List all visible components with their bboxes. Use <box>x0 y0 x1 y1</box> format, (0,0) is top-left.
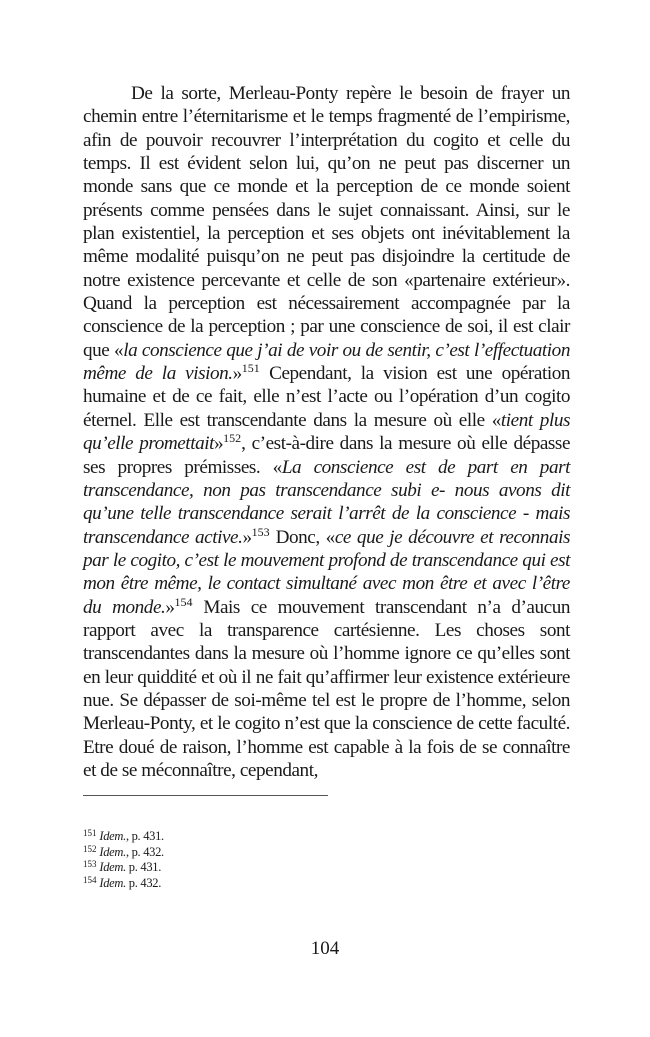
text-run: De la sorte, Merleau-Ponty repère le besoin de frayer un chemin entre l’éternitarisme et le temps fragmenté de l’empirisme, afin de pouvoir recouvrer l’interprétation du cogito et celle du temps. Il est évident selon lui, qu’on ne peut pas discerner un monde sans que ce monde et la perception de ce monde soient présents comme pensées dans le sujet connaissant. Ainsi, sur le plan existentiel, la perception et ses objets ont inévitablement la même modalité puisqu’on ne peut pas disjoindre la certitude de notre existence percevante et celle de son «partenaire extérieur». Quand la perception est nécessairement accompagnée par la conscience de la perception ; par une conscience de soi, il est clair que « <box>83 83 570 361</box>
page-body <box>83 82 570 782</box>
footnote-ref: 153 <box>251 524 270 539</box>
text-run: Mais ce mouvement transcendant n’a d’aucun rapport avec la transparence cartésienne. Les choses sont transcendantes dans la mesure où l’homme ignore ce qu’elles sont en leur quiddité et où il ne fait qu’affirmer leur existence extérieure nue. Se dépasser de soi-même tel est le propre de l’homme, selon Merleau-Ponty, et le cogito n’est que la conscience de cette faculté. Etre doué de raison, l’homme est capable à la fois de se connaître et de se méconnaître, cependant, <box>83 596 570 781</box>
footnote-ref: 154 <box>174 594 193 609</box>
footnote-153: $^{153}$ Idem. p. 431. <box>83 859 162 875</box>
text-run: , c’est-à-dire dans la mesure où elle dépasse ses propres prémisses. « <box>83 433 571 478</box>
quotation: tient plus qu’elle promettait <box>83 409 570 455</box>
quotation: la conscience que j’ai de voir ou de sentir, c’est l’effectuation même de la vision. <box>83 339 570 385</box>
quotation: ce que je découvre et reconnais par le cogito, c’est le mouvement profond de transcendance qui est mon être même, le contact simultané avec mon être et avec l’être du monde. <box>83 526 570 618</box>
footnotes <box>83 829 164 891</box>
footnote-151: $^{151}$ Idem., p. 431. <box>83 828 164 843</box>
text-run: Donc, « <box>269 526 335 548</box>
quotation: La conscience est de part en part transcendance, non pas transcendance subi e- nous avons dit qu’une telle transcendance serait l’arrêt de la conscience - mais transcendance active. <box>83 456 570 548</box>
footnote-separator <box>83 795 328 796</box>
text-run: » <box>232 363 242 385</box>
text-run: Cependant, la vision est une opération humaine et de ce fait, elle n’est l’acte ou l’opération d’un cogito éternel. Elle est transcendante dans la mesure où elle « <box>83 363 570 431</box>
text-run: » <box>242 526 252 548</box>
text-run: » <box>165 596 175 618</box>
footnote-ref: 151 <box>241 361 260 376</box>
body-paragraph <box>83 82 570 782</box>
text-run: » <box>213 433 224 455</box>
footnote-ref: 152 <box>223 431 242 446</box>
footnote-152: $^{152}$ Idem., p. 432. <box>83 843 164 859</box>
footnote-154: $^{154}$ Idem. p. 432. <box>83 874 162 890</box>
page-number: 104 <box>310 938 340 959</box>
